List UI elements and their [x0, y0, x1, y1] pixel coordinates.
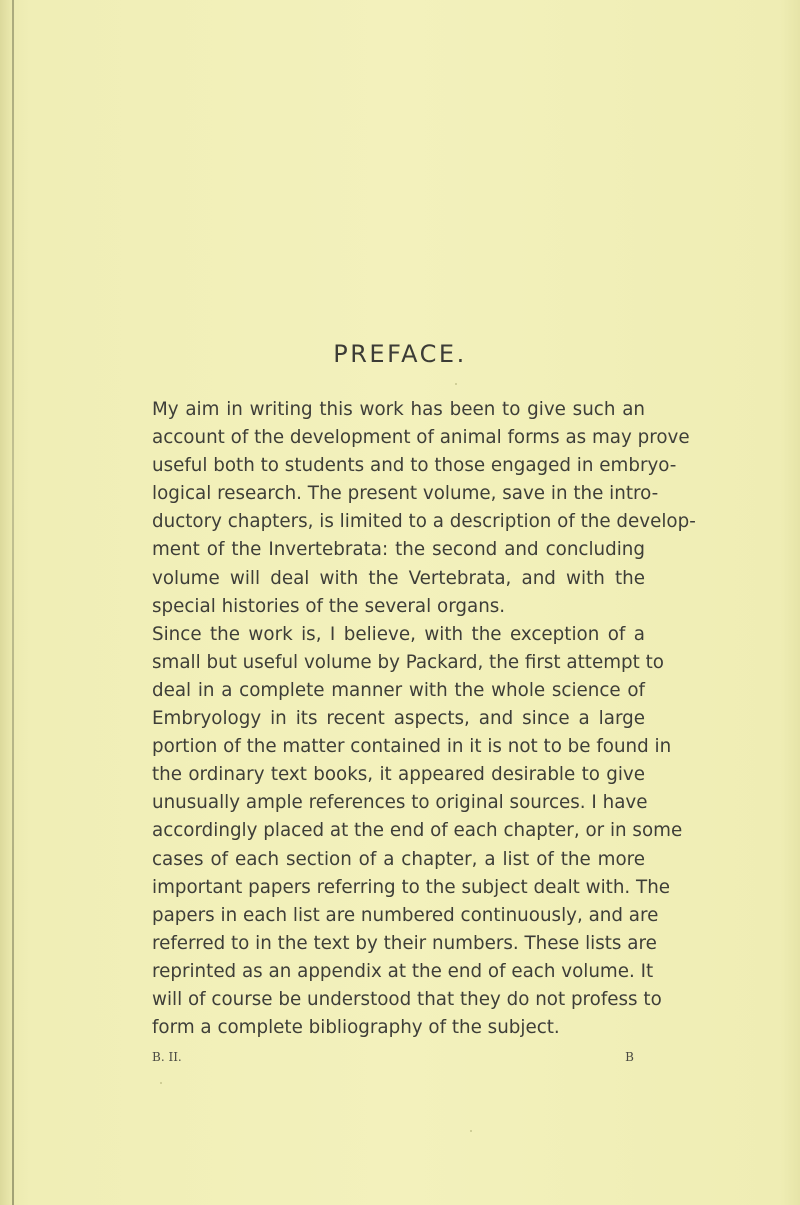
text-line: will of course be understood that they do not profess to: [152, 988, 662, 1010]
text-line: ment of the Invertebrata: the second and concluding: [152, 539, 645, 561]
text-line: Since the work is, I believe, with the exception of a: [152, 623, 645, 645]
text-line: reprinted as an appendix at the end of each volume. It: [152, 960, 654, 982]
text-line: My aim in writing this work has been to give such an: [152, 399, 645, 420]
text-line: volume will deal with the Vertebrata, and with the: [152, 567, 645, 589]
text-line: unusually ample references to original sources. I have: [152, 792, 648, 814]
paper-speck: [470, 1130, 472, 1132]
paper-speck: [160, 1082, 162, 1084]
text-line: the ordinary text books, it appeared desirable to give: [152, 764, 645, 786]
text-line: cases of each section of a chapter, a list of the more: [152, 848, 645, 870]
text-line: papers in each list are numbered continuously, and are: [152, 904, 659, 926]
text-line: special histories of the several organs.: [152, 595, 506, 617]
sheet-mark: B: [625, 1050, 634, 1064]
binding-shadow: [0, 0, 12, 1205]
text-line: ductory chapters, is limited to a description of the develop-: [152, 511, 696, 533]
paper-speck: [455, 383, 457, 385]
page-title: PREFACE.: [333, 340, 467, 368]
text-line: important papers referring to the subject dealt with. The: [152, 876, 671, 898]
signature-mark: B. II.: [152, 1050, 182, 1064]
text-line: small but useful volume by Packard, the first attempt to: [152, 651, 664, 673]
text-line: Embryology in its recent aspects, and since a large: [152, 708, 645, 730]
text-line: portion of the matter contained in it is not to be found in: [152, 736, 672, 758]
text-line: logical research. The present volume, save in the intro-: [152, 483, 659, 505]
text-line: form a complete bibliography of the subject.: [152, 1017, 560, 1039]
text-line: accordingly placed at the end of each chapter, or in some: [152, 820, 683, 842]
text-line: account of the development of animal forms as may prove: [152, 427, 690, 449]
preface-text: [152, 396, 696, 1042]
text-line: useful both to students and to those engaged in embryo-: [152, 455, 677, 477]
binding-edge: [12, 0, 14, 1205]
text-line: referred to in the text by their numbers. These lists are: [152, 932, 657, 954]
text-line: deal in a complete manner with the whole science of: [152, 679, 645, 701]
